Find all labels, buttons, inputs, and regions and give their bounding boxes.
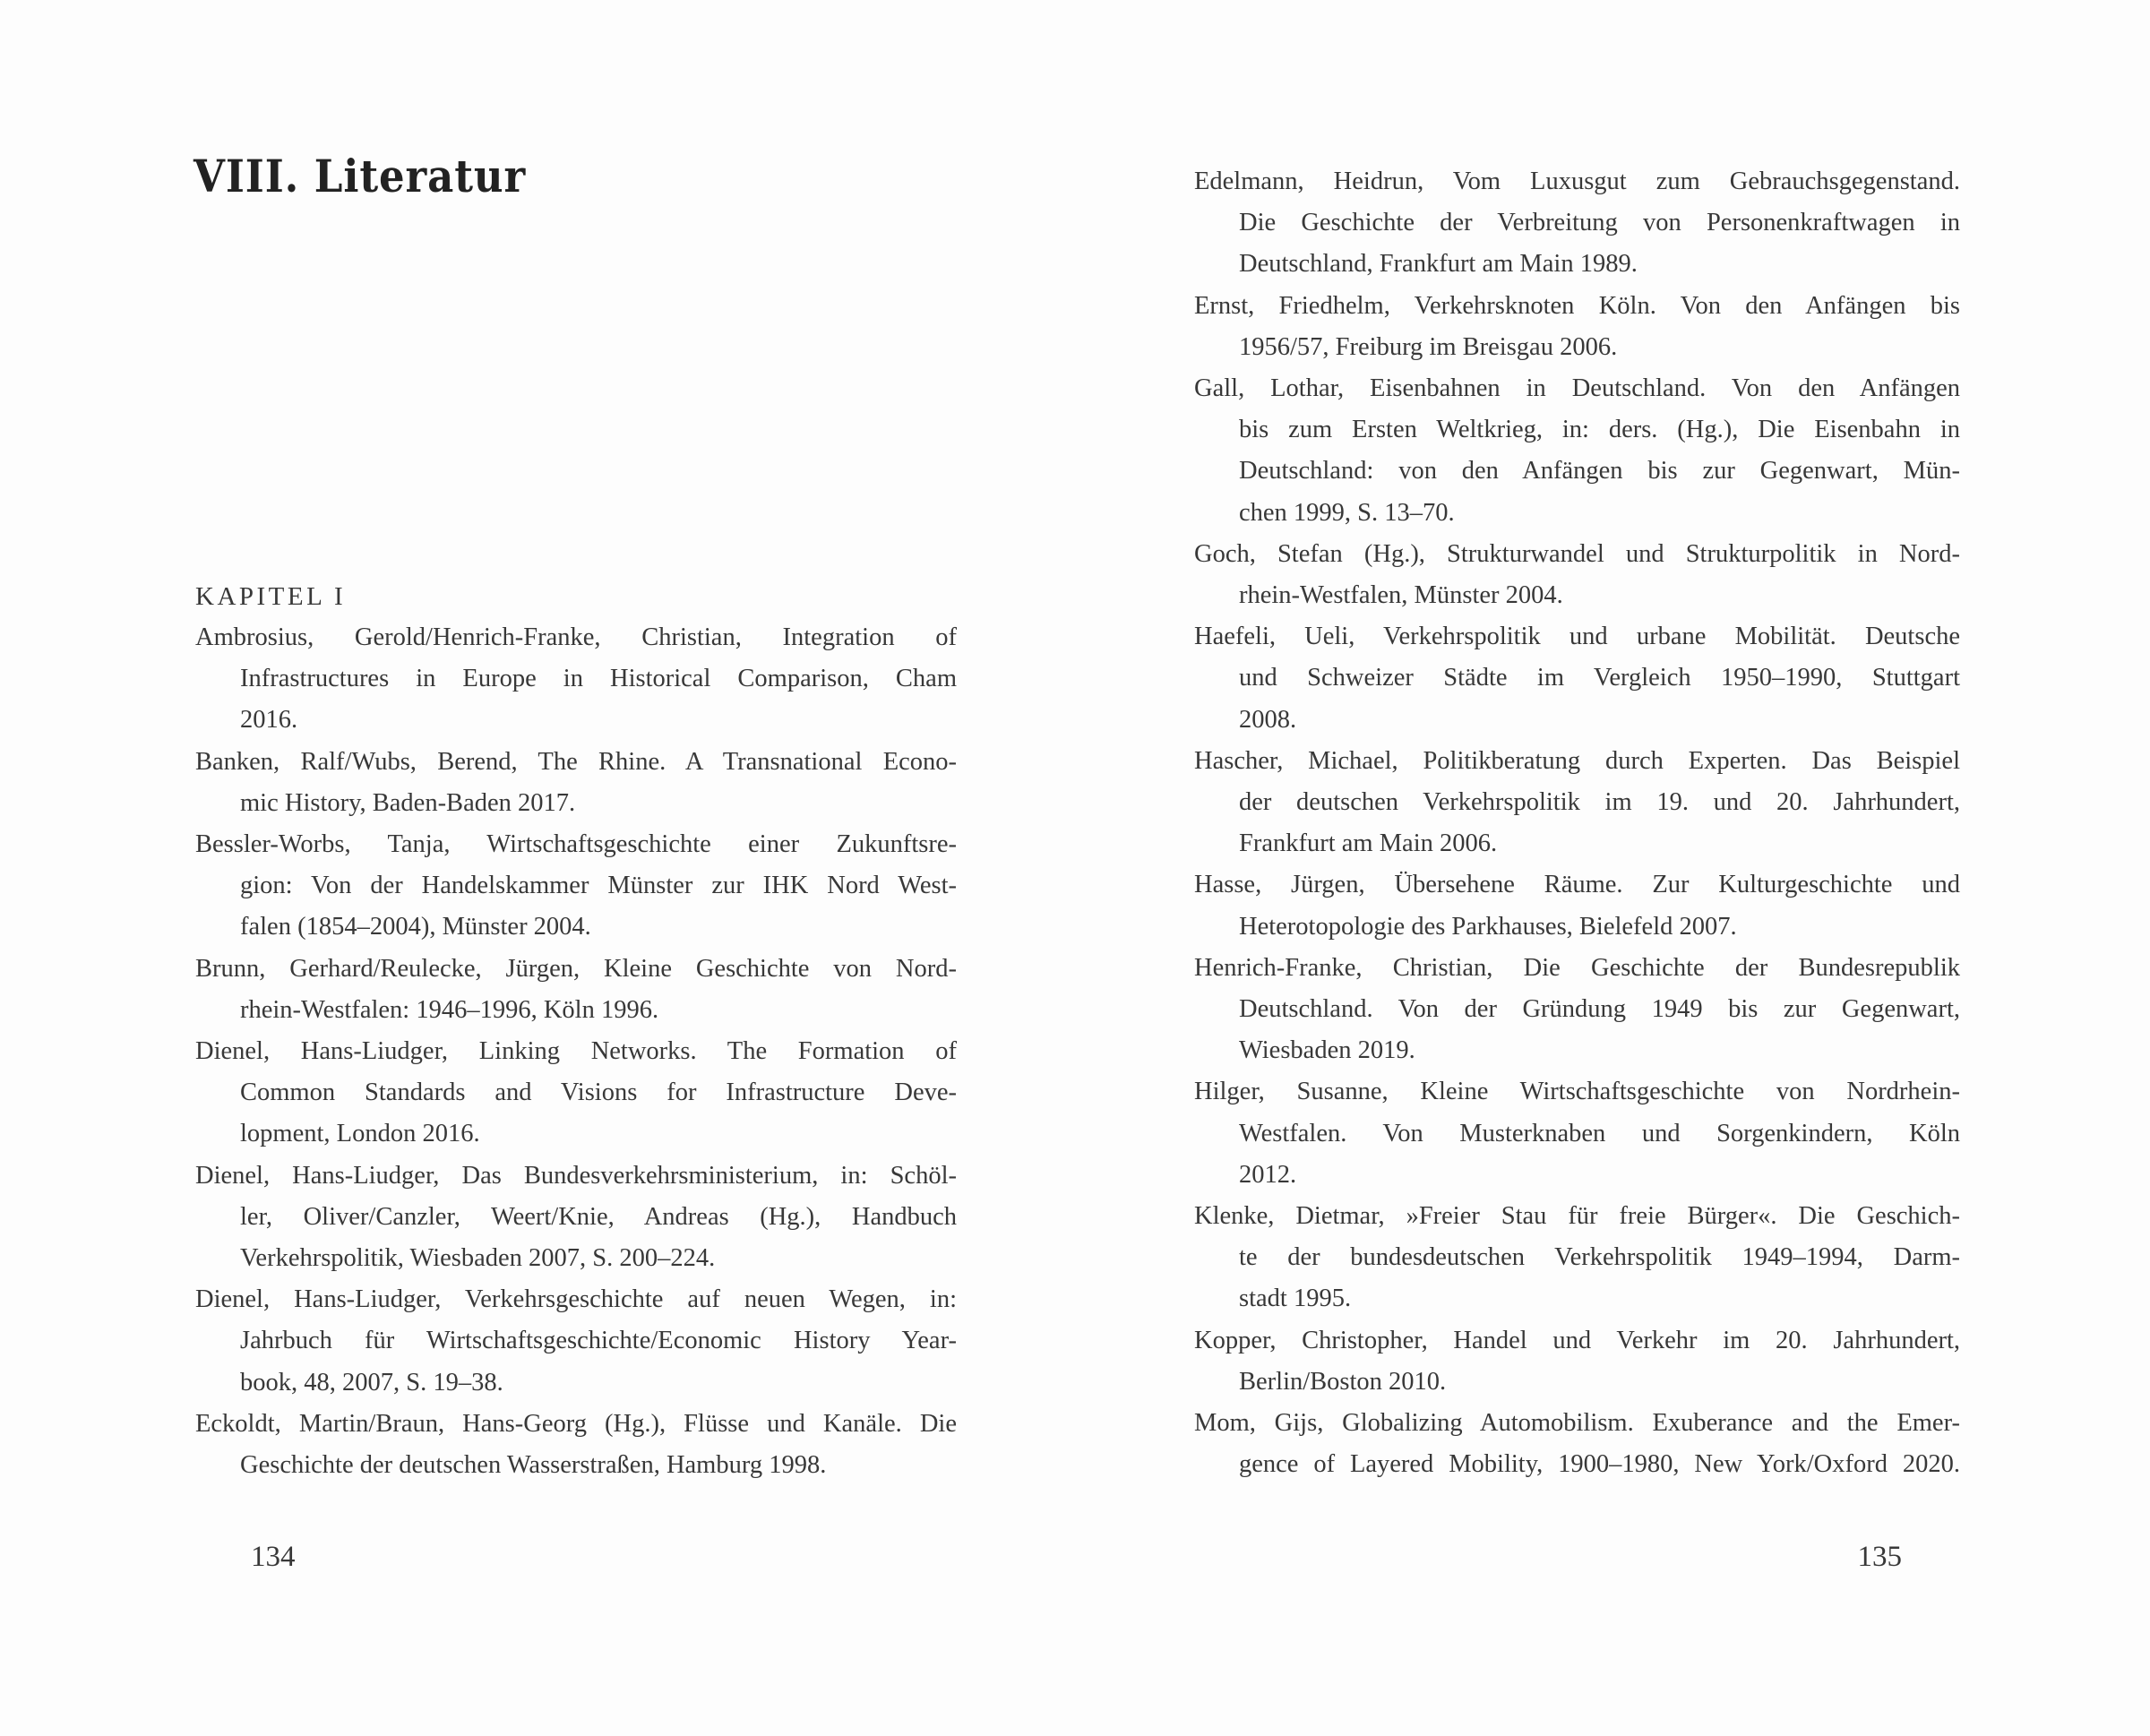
- bibliography-line: Hasse, Jürgen, Übersehene Räume. Zur Kulturgeschichte und: [1194, 871, 1960, 899]
- bibliography-line: gion: Von der Handelskammer Münster zur IHK Nord West-: [240, 872, 957, 900]
- bibliography-line: Haefeli, Ueli, Verkehrspolitik und urbane Mobilität. Deutsche: [1194, 623, 1960, 651]
- bibliography-line: Deutschland: von den Anfängen bis zur Gegenwart, Mün-: [1239, 457, 1960, 486]
- bibliography-line: der deutschen Verkehrspolitik im 19. und 20. Jahrhundert,: [1239, 788, 1960, 817]
- chapter-title: VIII. Literatur: [194, 150, 527, 202]
- bibliography-line: lopment, London 2016.: [240, 1120, 480, 1148]
- bibliography-line: Banken, Ralf/Wubs, Berend, The Rhine. A Transnational Econo-: [195, 747, 957, 776]
- bibliography-line: Die Geschichte der Verbreitung von Personenkraftwagen in: [1239, 209, 1960, 237]
- bibliography-line: ler, Oliver/Canzler, Weert/Knie, Andreas (Hg.), Handbuch: [240, 1202, 957, 1231]
- bibliography-line: book, 48, 2007, S. 19–38.: [240, 1368, 503, 1397]
- bibliography-line: Hilger, Susanne, Kleine Wirtschaftsgeschichte von Nordrhein-: [1194, 1078, 1960, 1106]
- bibliography-line: rhein-Westfalen, Münster 2004.: [1239, 581, 1563, 610]
- bibliography-line: Berlin/Boston 2010.: [1239, 1367, 1447, 1396]
- bibliography-right-column: [1194, 161, 1960, 1486]
- bibliography-line: Goch, Stefan (Hg.), Strukturwandel und Strukturpolitik in Nord-: [1194, 539, 1960, 568]
- bibliography-line: Dienel, Hans-Liudger, Das Bundesverkehrsministerium, in: Schöl-: [195, 1161, 957, 1190]
- bibliography-line: Klenke, Dietmar, »Freier Stau für freie Bürger«. Die Geschich-: [1194, 1202, 1960, 1231]
- bibliography-line: Eckoldt, Martin/Braun, Hans-Georg (Hg.), Flüsse und Kanäle. Die: [195, 1409, 957, 1438]
- bibliography-line: Ernst, Friedhelm, Verkehrsknoten Köln. Von den Anfängen bis: [1194, 291, 1960, 320]
- bibliography-line: Bessler-Worbs, Tanja, Wirtschaftsgeschichte einer Zukunftsre-: [195, 830, 957, 859]
- bibliography-line: mic History, Baden-Baden 2017.: [240, 788, 576, 817]
- bibliography-line: Infrastructures in Europe in Historical Comparison, Cham: [240, 665, 957, 693]
- bibliography-line: Dienel, Hans-Liudger, Verkehrsgeschichte auf neuen Wegen, in:: [195, 1285, 957, 1314]
- bibliography-line: Dienel, Hans-Liudger, Linking Networks. The Formation of: [195, 1037, 957, 1066]
- bibliography-line: chen 1999, S. 13–70.: [1239, 498, 1455, 527]
- bibliography-line: gence of Layered Mobility, 1900–1980, New York/Oxford 2020.: [1239, 1450, 1960, 1479]
- bibliography-line: Wiesbaden 2019.: [1239, 1036, 1415, 1065]
- bibliography-line: Heterotopologie des Parkhauses, Bielefeld 2007.: [1239, 912, 1737, 941]
- bibliography-line: 1956/57, Freiburg im Breisgau 2006.: [1239, 332, 1618, 361]
- bibliography-line: Edelmann, Heidrun, Vom Luxusgut zum Gebrauchsgegenstand.: [1194, 168, 1960, 195]
- bibliography-line: Verkehrspolitik, Wiesbaden 2007, S. 200–224.: [240, 1244, 716, 1273]
- section-heading: KAPITEL I: [195, 582, 347, 611]
- bibliography-line: rhein-Westfalen: 1946–1996, Köln 1996.: [240, 995, 659, 1024]
- bibliography-line: falen (1854–2004), Münster 2004.: [240, 913, 591, 941]
- bibliography-line: Common Standards and Visions for Infrastructure Deve-: [240, 1079, 957, 1107]
- bibliography-line: Jahrbuch für Wirtschaftsgeschichte/Economic History Year-: [240, 1327, 957, 1355]
- bibliography-line: Geschichte der deutschen Wasserstraßen, Hamburg 1998.: [240, 1451, 827, 1480]
- bibliography-line: Deutschland, Frankfurt am Main 1989.: [1239, 250, 1638, 279]
- bibliography-line: Henrich-Franke, Christian, Die Geschichte der Bundesrepublik: [1194, 953, 1960, 982]
- bibliography-line: Gall, Lothar, Eisenbahnen in Deutschland. Von den Anfängen: [1194, 374, 1960, 403]
- bibliography-line: Brunn, Gerhard/Reulecke, Jürgen, Kleine Geschichte von Nord-: [195, 954, 957, 983]
- page-number-left: 134: [251, 1541, 296, 1573]
- bibliography-line: und Schweizer Städte im Vergleich 1950–1990, Stuttgart: [1239, 664, 1960, 692]
- bibliography-line: Hascher, Michael, Politikberatung durch Experten. Das Beispiel: [1194, 746, 1960, 775]
- bibliography-line: Mom, Gijs, Globalizing Automobilism. Exuberance and the Emer-: [1194, 1409, 1960, 1438]
- bibliography-line: 2008.: [1239, 705, 1297, 734]
- bibliography-line: Ambrosius, Gerold/Henrich-Franke, Christian, Integration of: [195, 623, 957, 651]
- bibliography-line: bis zum Ersten Weltkrieg, in: ders. (Hg.), Die Eisenbahn in: [1239, 416, 1960, 444]
- bibliography-line: Deutschland. Von der Gründung 1949 bis zur Gegenwart,: [1239, 995, 1960, 1024]
- bibliography-line: Westfalen. Von Musterknaben und Sorgenkindern, Köln: [1239, 1119, 1960, 1147]
- page-number-right: 135: [1857, 1541, 1902, 1573]
- bibliography-line: Frankfurt am Main 2006.: [1239, 829, 1498, 858]
- bibliography-line: 2016.: [240, 706, 298, 735]
- bibliography-line: stadt 1995.: [1239, 1285, 1352, 1313]
- bibliography-line: te der bundesdeutschen Verkehrspolitik 1949–1994, Darm-: [1239, 1243, 1960, 1272]
- bibliography-line: Kopper, Christopher, Handel und Verkehr im 20. Jahrhundert,: [1194, 1326, 1960, 1354]
- bibliography-line: 2012.: [1239, 1160, 1297, 1189]
